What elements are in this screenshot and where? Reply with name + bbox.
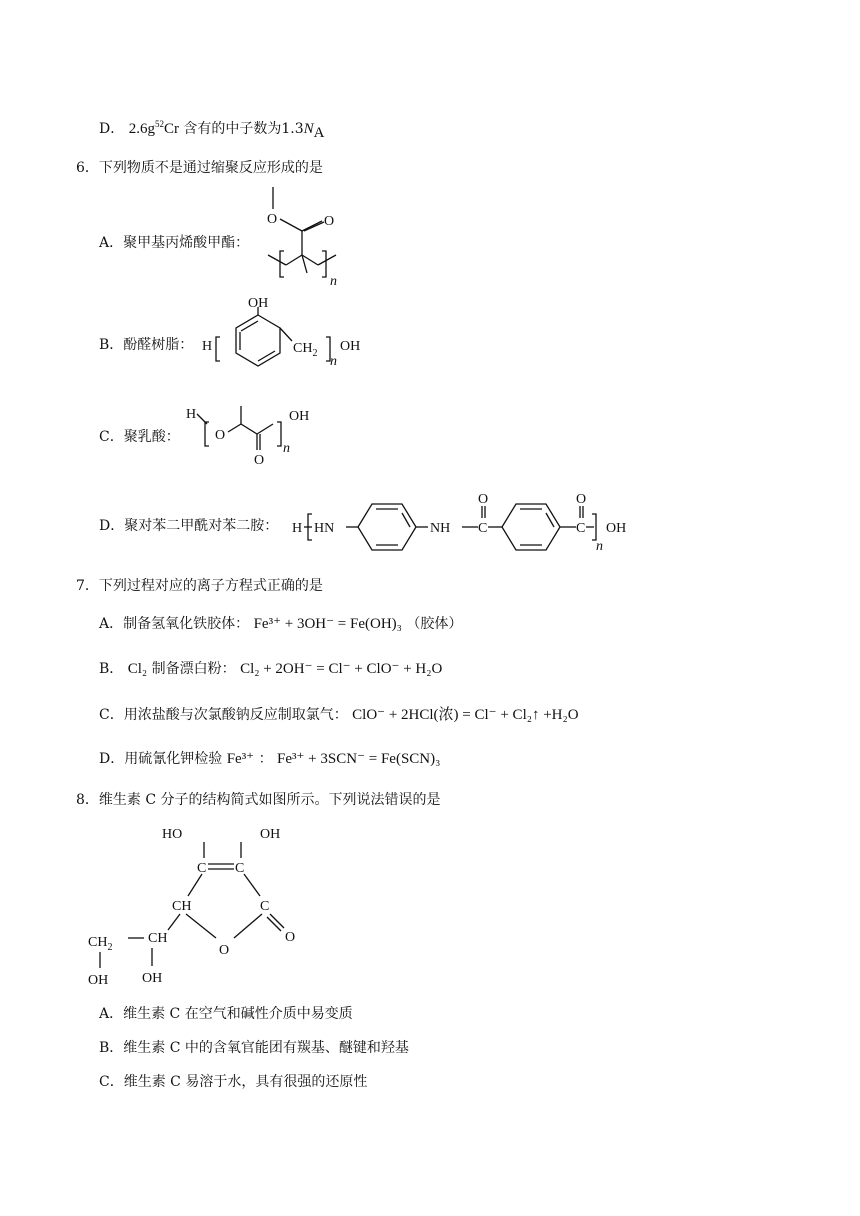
q7-option-b-equation: Cl₂ + 2OH⁻ = Cl⁻ + ClO⁻ + H₂O xyxy=(240,661,443,677)
aramid-structure xyxy=(290,488,650,558)
phenolic-oh-top: OH xyxy=(248,296,269,311)
vc-carbonyl-o: O xyxy=(285,930,296,945)
q7-option-c xyxy=(99,703,579,724)
phenolic-n: n xyxy=(330,354,337,369)
q5-option-d-mass: $2.6g^{52}Cr$ xyxy=(128,119,179,137)
aramid-c2: C xyxy=(576,521,586,536)
q7-option-d-colon: ： xyxy=(258,751,273,767)
q8-stem: 8．维生素 C 分子的结构简式如图所示。下列说法错误的是 xyxy=(76,792,441,808)
vc-oh-left: OH xyxy=(88,973,109,988)
aramid-o2: O xyxy=(576,492,587,507)
q7-stem: 7．下列过程对应的离子方程式正确的是 xyxy=(76,578,323,594)
pla-n: n xyxy=(283,441,290,456)
aramid-oh: OH xyxy=(606,521,627,536)
q7-option-d-text: D．用硫氰化钾检验 xyxy=(99,751,223,767)
phenolic-oh-end: OH xyxy=(340,339,361,354)
vc-c1: C xyxy=(197,861,207,876)
vc-ch: CH xyxy=(172,899,192,914)
phenolic-resin-structure xyxy=(198,295,368,385)
q7-option-d-ion: Fe³⁺ xyxy=(226,751,255,767)
vc-c2: C xyxy=(235,861,245,876)
q6-stem: 6．下列物质不是通过缩聚反应形成的是 xyxy=(76,160,323,176)
pla-h: H xyxy=(186,407,197,422)
q7-option-b xyxy=(99,658,442,678)
pmma-n: n xyxy=(330,274,337,289)
vc-c3: C xyxy=(260,899,270,914)
q7-option-c-text: C．用浓盐酸与次氯酸钠反应制取氯气： xyxy=(99,707,348,723)
pmma-structure xyxy=(262,185,352,295)
q6-option-b: B．酚醛树脂： xyxy=(99,337,194,353)
q5-option-d-label: D． xyxy=(99,121,125,137)
aramid-c1: C xyxy=(478,521,488,536)
pla-ester-o: O xyxy=(215,428,226,443)
aramid-n: n xyxy=(596,539,603,554)
vc-ch-lower: CH xyxy=(148,931,168,946)
q7-option-d-equation: Fe³⁺ + 3SCN⁻ = Fe(SCN)₃ xyxy=(277,751,441,767)
q7-option-c-equation: ClO⁻ + 2HCl(浓) = Cl⁻ + Cl₂↑ +H₂O xyxy=(352,707,579,723)
phenolic-ch2: $CH_2$ xyxy=(293,341,318,359)
aramid-hn: HN xyxy=(314,521,335,536)
q8-option-a: A．维生素 C 在空气和碱性介质中易变质 xyxy=(99,1006,353,1022)
q6-option-a: A．聚甲基丙烯酸甲酯： xyxy=(99,235,250,251)
polylactic-acid-structure xyxy=(183,398,323,478)
q7-option-a-text: A．制备氢氧化铁胶体： xyxy=(99,616,250,632)
q7-option-b-text: 制备漂白粉： xyxy=(151,661,236,677)
q7-option-d xyxy=(99,748,440,768)
vc-ring-o: O xyxy=(219,943,230,958)
vitamin-c-structure xyxy=(84,822,314,992)
q7-option-b-cl2: Cl₂ xyxy=(127,661,148,677)
vc-ho: HO xyxy=(162,827,183,842)
pmma-ester-o: O xyxy=(267,212,278,227)
q6-option-c: C．聚乳酸： xyxy=(99,429,180,445)
pmma-carbonyl-o: O xyxy=(324,214,335,229)
q7-option-b-label: B． xyxy=(99,661,124,677)
aramid-h: H xyxy=(292,521,303,536)
aramid-nh: NH xyxy=(430,521,451,536)
q5-option-d xyxy=(99,118,325,142)
phenolic-h: H xyxy=(202,339,213,354)
q5-option-d-text: 含有的中子数为$1.3N_A$ xyxy=(183,121,325,141)
q8-option-b: B．维生素 C 中的含氧官能团有羰基、醚键和羟基 xyxy=(99,1040,409,1056)
vc-oh-mid: OH xyxy=(142,971,163,986)
vc-ch2: $CH_2$ xyxy=(88,935,113,953)
pla-carbonyl-o: O xyxy=(254,453,265,468)
pla-oh: OH xyxy=(289,409,310,424)
q7-option-a-equation: Fe³⁺ + 3OH⁻ = Fe(OH)₃ xyxy=(253,616,402,632)
q7-option-a-note: （胶体） xyxy=(406,616,463,632)
q7-option-a xyxy=(99,613,462,633)
q8-option-c: C．维生素 C 易溶于水，具有很强的还原性 xyxy=(99,1074,368,1090)
vc-oh-top: OH xyxy=(260,827,281,842)
q6-option-d: D．聚对苯二甲酰对苯二胺： xyxy=(99,518,279,534)
aramid-o1: O xyxy=(478,492,489,507)
